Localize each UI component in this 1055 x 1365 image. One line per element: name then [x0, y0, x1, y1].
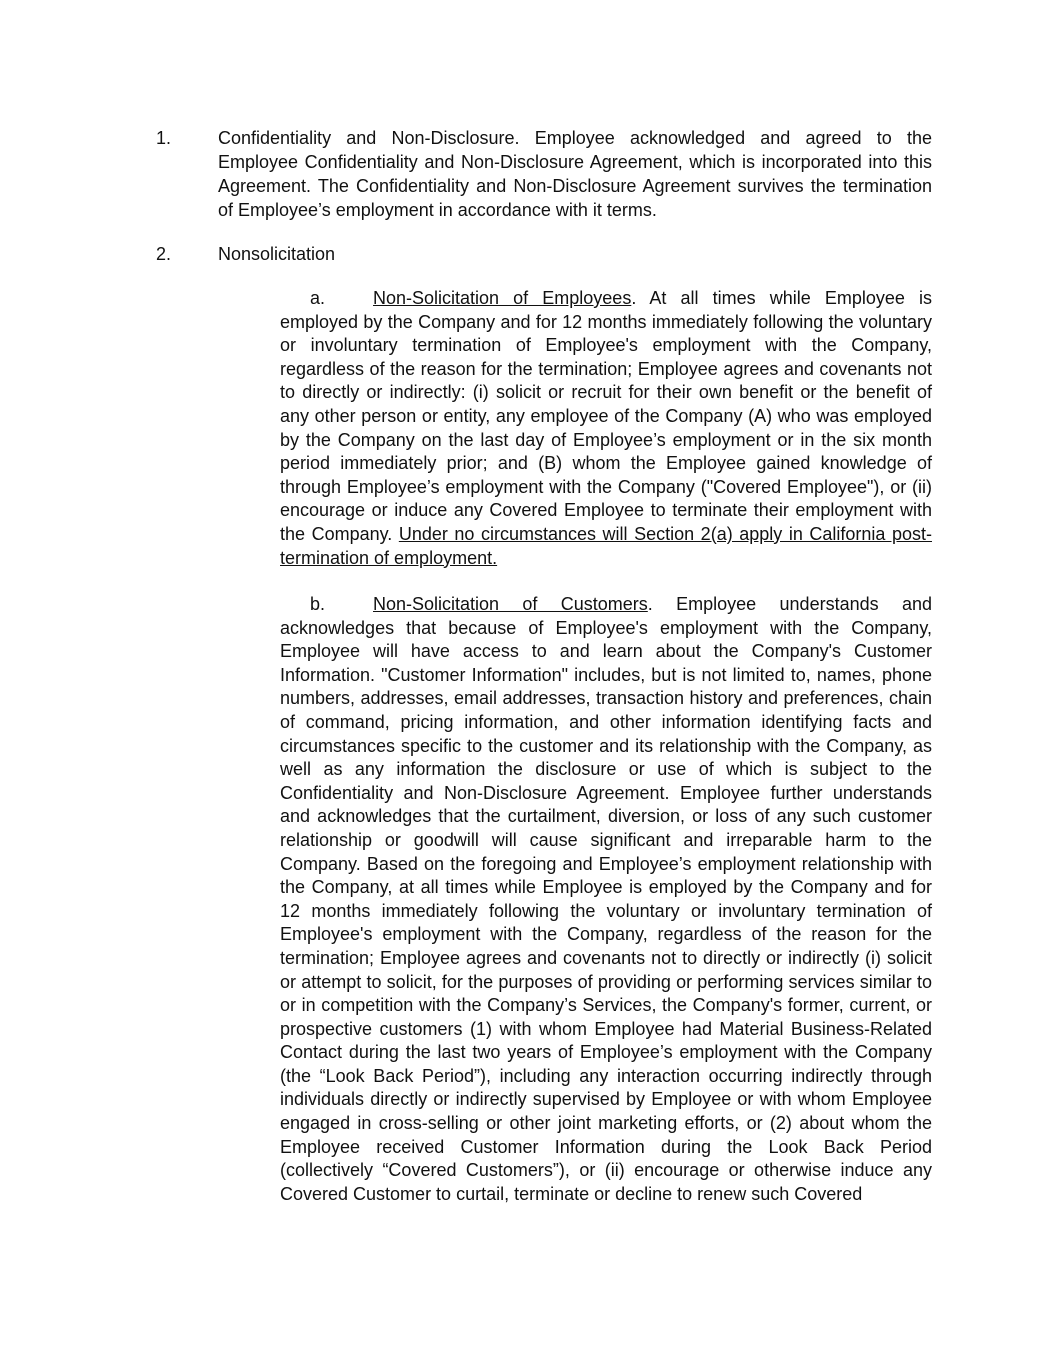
section-1-paragraph — [218, 126, 932, 222]
subsection-2b-letter: b. — [310, 594, 326, 614]
subsection-2a-paragraph — [280, 287, 932, 570]
subsection-2a-california-note: Under no circumstances will Section 2(a) apply in California post-termination of employment. — [280, 523, 932, 568]
section-1-title: Confidentiality and Non-Disclosure — [218, 128, 515, 148]
subsection-2a-letter: a. — [310, 288, 326, 308]
subsection-2a-heading: Non-Solicitation of Employees — [373, 288, 632, 308]
subsection-2b-paragraph — [280, 593, 932, 1206]
section-1-body: . Employee acknowledged and agreed to the Employee Confidentiality and Non-Disclosure Agreement, which is incorporated into this Agreement. The Confidentiality and Non-Disclosure Agreement survives the termination of Employee’s employment in accordance with it terms. — [218, 128, 933, 220]
subsection-2b-heading: Non-Solicitation of Customers — [373, 594, 648, 614]
section-1-number: 1. — [156, 128, 172, 148]
section-2-number: 2. — [156, 244, 172, 264]
subsection-2a-body: . At all times while Employee is employed by the Company and for 12 months immediately following the voluntary or involuntary termination of Employee's employment with the Company, regardless of the reason for the termination; Employee agrees and covenants not to directly or indirectly: (i) solicit or recruit for their own benefit or the benefit of any other person or entity, any employee of the Company (A) who was employed by the Company on the last day of Employee’s employment or in the six month period immediately prior; and (B) whom the Employee gained knowledge of through Employee’s employment with the Company ("Covered Employee"), or (ii) encourage or induce any Covered Employee to terminate their employment with the Company. — [280, 288, 932, 544]
subsection-2b-body: . Employee understands and acknowledges that because of Employee's employment with the Company, Employee will have access to and learn about the Company's Customer Information. "Customer Information" includes, but is not limited to, names, phone numbers, addresses, email addresses, transaction history and preferences, chain of command, pricing information, and other information identifying facts and circumstances specific to the customer and its relationship with the Company, as well as any information the disclosure or use of which is subject to the Confidentiality and Non-Disclosure Agreement. Employee further understands and acknowledges that the curtailment, diversion, or loss of any such customer relationship or goodwill will cause significant and irreparable harm to the Company. Based on the foregoing and Employee’s employment relationship with the Company, at all times while Employee is employed by the Company and for 12 months immediately following the voluntary or involuntary termination of Employee's employment with the Company, regardless of the reason for the termination; Employee agrees and covenants not to directly or indirectly (i) solicit or attempt to solicit, for the purposes of providing or performing services similar to or in competition with the Company’s Services, the Company's former, current, or prospective customers (1) with whom Employee had Material Business-Related Contact during the last two years of Employee’s employment with the Company (the “Look Back Period”), including any interaction occurring indirectly through individuals directly or indirectly supervised by Employee or with whom Employee engaged in cross-selling or other joint marketing efforts, or (2) about whom the Employee received Customer Information during the Look Back Period (collectively “Covered Customers”), or (ii) encourage or otherwise induce any Covered Customer to curtail, terminate or decline to renew such Covered — [280, 594, 932, 1204]
section-2-title: Nonsolicitation — [218, 244, 336, 264]
